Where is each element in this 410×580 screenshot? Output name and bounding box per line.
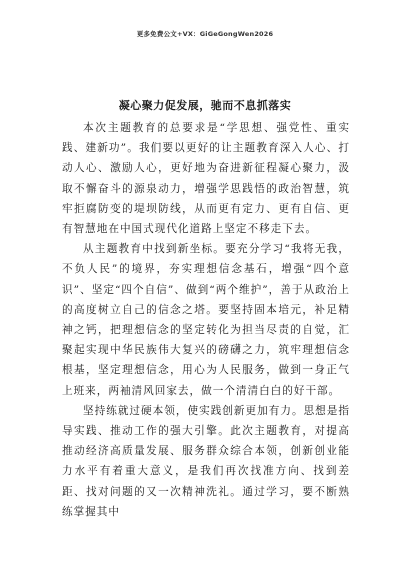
paragraph: 从主题教育中找到新坐标。要充分学习“我将无我，不负人民”的境界，夯实理想信念基石，增强“四个意识”、坚定“四个自信”、做到“两个维护”，善于从政治上的高度树立自己的信念之塔。要坚持固本培元，补足精神之钙，把理想信念的坚定转化为担当尽责的自觉，汇聚起实现中华民族伟大复兴的磅礴之力，筑牢理想信念根基，坚定理想信念，用心为人民服务，做到一身正气上班来，两袖清风回家去，做一个清清白白的好干部。 (62, 243, 350, 397)
document-body (62, 118, 350, 522)
document-title: 凝心聚力促发展，驰而不息抓落实 (118, 99, 292, 112)
header-note: 更多免费公文+VX：GiGeGongWen2026 (136, 30, 274, 38)
paragraph: 本次主题教育的总要求是“学思想、强党性、重实践、建新功”。我们要以更好的让主题教育深入人心、打动人心、激励人心，更好地为奋进新征程凝心聚力，汲取不懈奋斗的源泉动力，增强学思践悟的政治智慧，筑牢拒腐防变的堤坝防线，从而更有定力、更有自信、更有智慧地在中国式现代化道路上坚定不移走下去。 (62, 122, 350, 236)
paragraph: 坚持练就过硬本领，使实践创新更加有力。思想是指导实践、推动工作的强大引擎。此次主题教育，对提高推动经济高质量发展、服务群众综合本领，创新创业能力水平有着重大意义，是我们再次找准方向、找到差距、找对问题的又一次精神洗礼。通过学习，要不断熟练掌握其中 (62, 404, 350, 518)
